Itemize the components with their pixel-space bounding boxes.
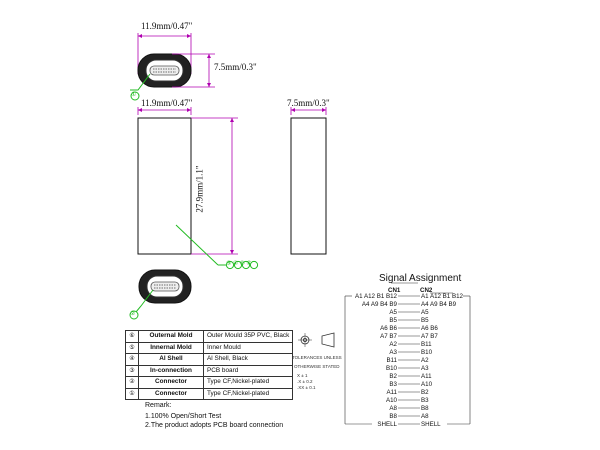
remark-line2: 2.The product adopts PCB board connection <box>145 422 284 429</box>
signal-pin-cn2: A4 A9 B4 B9 <box>421 300 457 308</box>
callout-top: ① <box>131 92 137 98</box>
tolerance-xxx: .XX ± 0.1 <box>297 385 316 390</box>
front-length-label: 27.9mm/1.1" <box>194 165 205 213</box>
signal-lines <box>345 296 470 424</box>
signal-pin-cn2: B3 <box>421 396 429 404</box>
signal-pin-cn2: SHELL <box>421 420 441 428</box>
signal-pin-cn1: B10 <box>385 364 397 372</box>
bom-row: ③ In-connection PCB board <box>126 365 293 377</box>
side-body <box>291 118 326 254</box>
tolerance-x: X ± 1 <box>297 373 308 378</box>
side-view <box>291 107 326 254</box>
bom-row: ④ Al Shell Al Shell, Black <box>126 354 293 366</box>
bom-row: ⑤ Innernal Mold Inner Mould <box>126 342 293 354</box>
signal-pin-cn1: B5 <box>389 316 397 324</box>
callout-front: ③④⑤⑥ <box>226 261 254 267</box>
signal-title: Signal Assignment <box>379 273 462 284</box>
signal-pin-cn1: A8 <box>389 404 397 412</box>
signal-pin-cn2: B11 <box>421 340 432 348</box>
top-width-label: 11.9mm/0.47" <box>141 21 193 31</box>
signal-pin-cn1: B11 <box>386 356 397 364</box>
signal-pin-cn2: B5 <box>421 316 429 324</box>
cn1-header: CN1 <box>388 287 401 294</box>
tolerance-line1: TOLERANCES UNLESS <box>292 355 342 360</box>
signal-pin-cn2: B8 <box>421 404 429 412</box>
bottom-view <box>130 270 191 319</box>
signal-pin-cn1: B8 <box>389 412 397 420</box>
top-view <box>130 33 215 100</box>
front-width-label: 11.9mm/0.47" <box>141 98 193 108</box>
projection-symbol <box>298 333 334 347</box>
signal-pin-cn1: A11 <box>386 388 397 396</box>
adapter-body <box>138 118 191 254</box>
signal-pin-cn2: A6 B6 <box>421 324 438 332</box>
signal-pin-cn2: A10 <box>421 380 433 388</box>
bom-row: ① Connector Type CF,Nickel-plated <box>126 388 293 400</box>
signal-pin-cn1: A5 <box>389 308 397 316</box>
signal-pin-cn1: B3 <box>389 380 397 388</box>
signal-pin-cn1: A1 A12 B1 B12 <box>355 292 397 300</box>
signal-pin-cn1: A4 A9 B4 B9 <box>361 300 397 308</box>
signal-pin-cn2: B2 <box>421 388 429 396</box>
signal-pin-cn2: A5 <box>421 308 429 316</box>
signal-pin-cn2: A2 <box>421 356 429 364</box>
remark-line1: 1.100% Open/Short Test <box>145 413 222 420</box>
signal-pin-cn1: A7 B7 <box>380 332 397 340</box>
bom-row: ⑥ Outernal Mold Outer Mould 35P PVC, Black <box>126 331 293 343</box>
signal-pin-cn1: B2 <box>389 372 397 380</box>
signal-pin-cn1: A6 B6 <box>380 324 397 332</box>
signal-pin-cn1: A3 <box>389 348 397 356</box>
signal-pin-cn2: B10 <box>421 348 433 356</box>
tolerance-line2: OTHERWISE STATED <box>294 364 340 369</box>
signal-pin-cn1: A10 <box>385 396 397 404</box>
callout-bottom: ② <box>130 311 136 317</box>
signal-pin-cn2: A7 B7 <box>421 332 438 340</box>
signal-pin-cn2: A11 <box>421 372 432 380</box>
side-width-label: 7.5mm/0.3" <box>287 98 330 108</box>
remark-title: Remark: <box>145 402 172 409</box>
signal-pin-cn2: A3 <box>421 364 429 372</box>
signal-pin-cn1: A2 <box>389 340 397 348</box>
signal-pin-cn2: A1 A12 B1 B12 <box>421 292 463 300</box>
signal-pin-cn1: SHELL <box>377 420 397 428</box>
bom-row: ② Connector Type CF,Nickel-plated <box>126 377 293 389</box>
signal-pin-cn2: A8 <box>421 412 429 420</box>
tolerance-xx: .X ± 0.2 <box>297 379 313 384</box>
cn2-header: CN2 <box>420 287 433 294</box>
bom-table <box>125 330 293 400</box>
top-height-label: 7.5mm/0.3" <box>214 62 257 72</box>
